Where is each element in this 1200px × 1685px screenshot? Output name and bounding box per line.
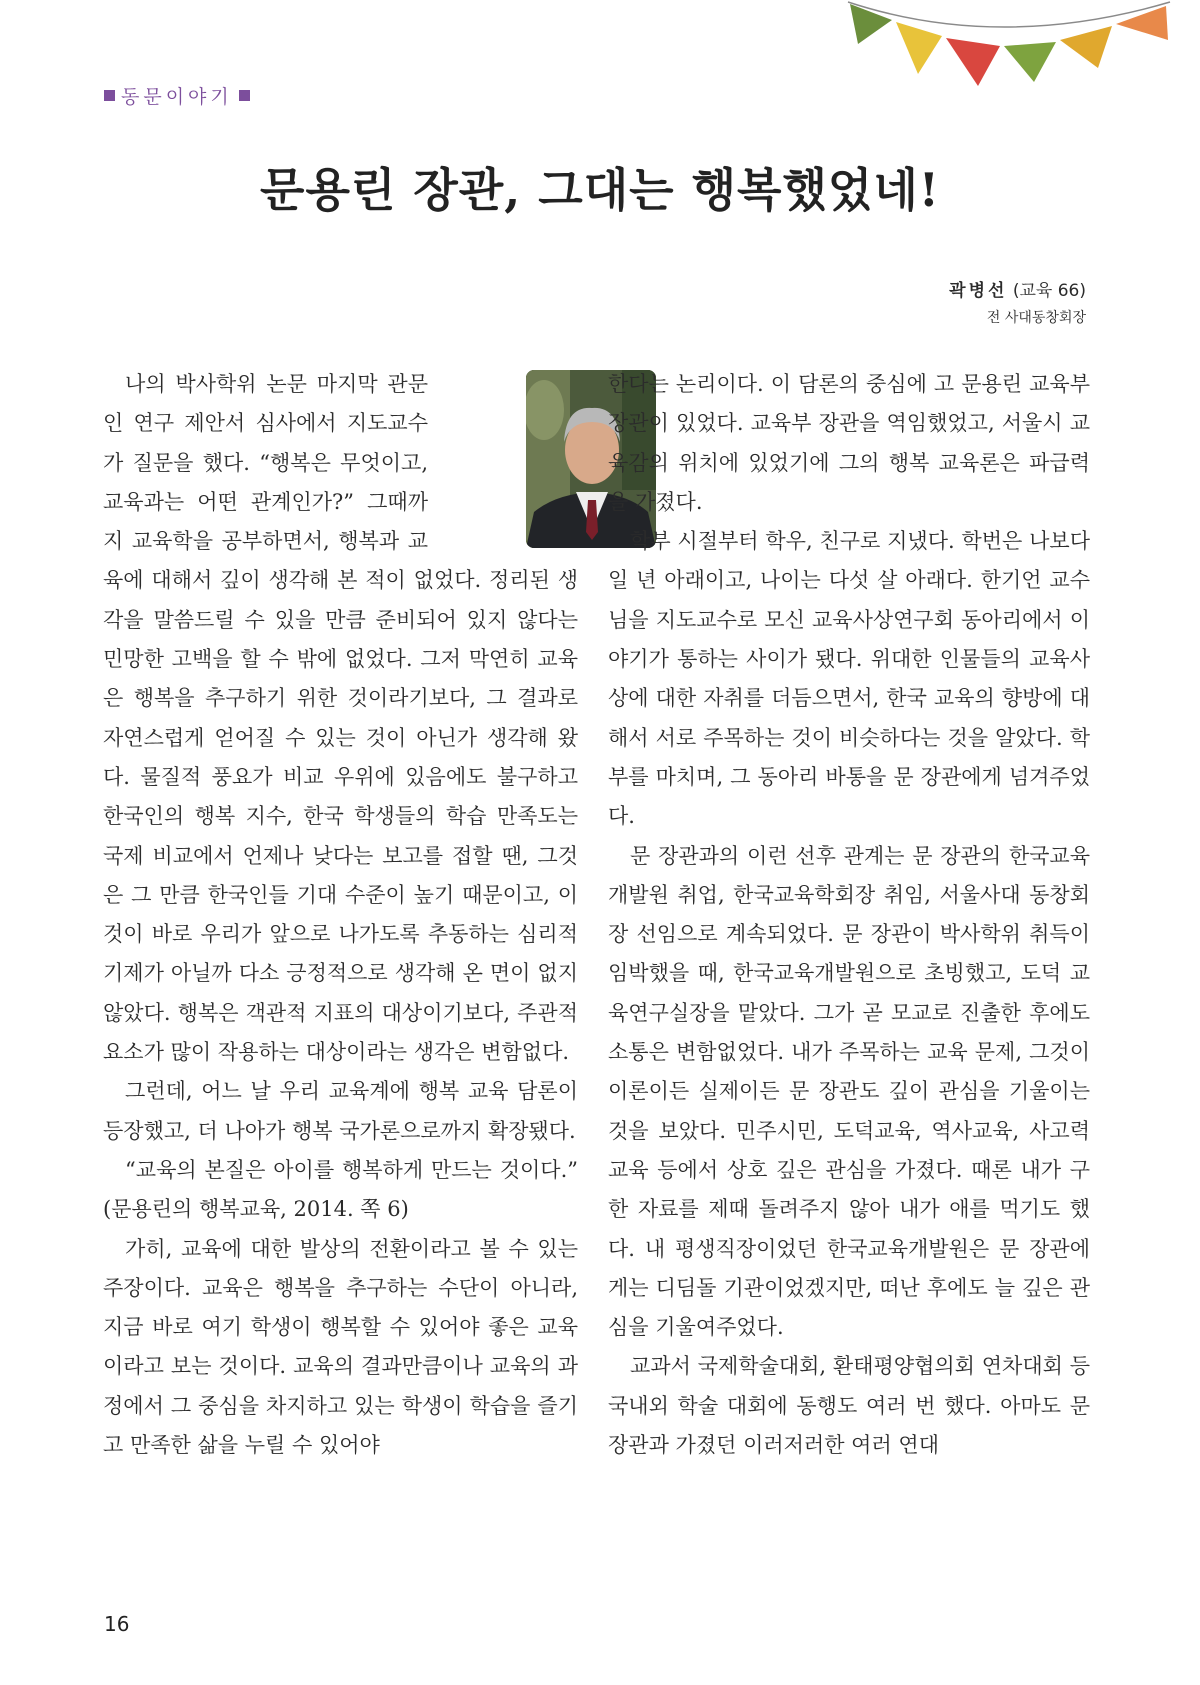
paragraph: 학부 시절부터 학우, 친구로 지냈다. 학번은 나보다 일 년 아래이고, 나이는 다섯 살 아래다. 한기언 교수님을 지도교수로 모신 교육사상연구회 동아리에서 이야기가 통하는 사이가 됐다. 위대한 인물들의 교육사상에 대한 자취를 더듬으면서, 한국 교육의 향방에 대해서 서로 주목하는 것이 비슷하다는 것을 알았다. 학부를 마치며, 그 동아리 바통을 문 장관에게 넘겨주었다. xyxy=(608,529,1090,829)
section-label-text: 동문이야기 xyxy=(121,86,233,108)
bunting-flag xyxy=(1060,26,1112,68)
paragraph: 그런데, 어느 날 우리 교육계에 행복 교육 담론이 등장했고, 더 나아가 행복 국가론으로까지 확장됐다. xyxy=(103,1079,578,1143)
author-name: 곽병선 xyxy=(949,281,1008,301)
bunting-flag xyxy=(946,38,1000,86)
bunting-flag xyxy=(1004,42,1056,82)
photo-wrap-space xyxy=(428,365,578,561)
page-number: 16 xyxy=(104,1612,130,1636)
bunting-flag xyxy=(850,4,892,44)
author-block xyxy=(949,276,1086,327)
square-bullet-icon xyxy=(239,90,250,101)
bunting-flag xyxy=(896,22,942,74)
square-bullet-icon xyxy=(104,90,115,101)
author-position: 전 사대동창회장 xyxy=(986,310,1086,326)
article-left-column xyxy=(103,365,578,1465)
article-right-column xyxy=(608,365,1090,1465)
section-label xyxy=(104,82,250,109)
quote-paragraph: “교육의 본질은 아이를 행복하게 만드는 것이다.” (문용린의 행복교육, 2014. 쪽 6) xyxy=(103,1157,578,1222)
author-line xyxy=(949,276,1086,301)
paragraph: 가히, 교육에 대한 발상의 전환이라고 볼 수 있는 주장이다. 교육은 행복을 추구하는 수단이 아니라, 지금 바로 여기 학생이 행복할 수 있어야 좋은 교육이라고 보는 것이다. 교육의 결과만큼이나 교육의 과정에서 그 중심을 차지하고 있는 학생이 학습을 즐기고 만족한 삶을 누릴 수 있어야 xyxy=(103,1236,578,1458)
author-affiliation: (교육 66) xyxy=(1012,281,1086,301)
paragraph: 교과서 국제학술대회, 환태평양협의회 연차대회 등 국내외 학술 대회에 동행도 여러 번 했다. 아마도 문 장관과 가졌던 이러저러한 여러 연대 xyxy=(608,1354,1090,1458)
paragraph: 한다는 논리이다. 이 담론의 중심에 고 문용린 교육부 장관이 있었다. 교육부 장관을 역임했었고, 서울시 교육감의 위치에 있었기에 그의 행복 교육론은 파급력을 가졌다. xyxy=(608,372,1090,514)
paragraph: 나의 박사학위 논문 마지막 관문인 연구 제안서 심사에서 지도교수가 질문을 했다. “행복은 무엇이고, 교육과는 어떤 관계인가?” 그때까지 교육학을 공부하면서, 행복과 교육에 대해서 깊이 생각해 본 적이 없었다. 정리된 생각을 말씀드릴 수 있을 만큼 준비되어 있지 않다는 민망한 고백을 할 수 밖에 없었다. 그저 막연히 교육은 행복을 추구하기 위한 것이라기보다, 그 결과로 자연스럽게 얻어질 수 있는 것이 아닌가 생각해 왔다. 물질적 풍요가 비교 우위에 있음에도 불구하고 한국인의 행복 지수, 한국 학생들의 학습 만족도는 국제 비교에서 언제나 낮다는 보고를 접할 땐, 그것은 그 만큼 한국인들 기대 수준이 높기 때문이고, 이것이 바로 우리가 앞으로 나가도록 추동하는 심리적 기제가 아닐까 다소 긍정적으로 생각해 온 면이 없지 않았다. 행복은 객관적 지표의 대상이기보다, 주관적 요소가 많이 작용하는 대상이라는 생각은 변함없다. xyxy=(103,372,578,1065)
article-title: 문용린 장관, 그대는 행복했었네! xyxy=(260,163,940,217)
paragraph: 문 장관과의 이런 선후 관계는 문 장관의 한국교육개발원 취업, 한국교육학회장 취임, 서울사대 동창회장 선임으로 계속되었다. 문 장관이 박사학위 취득이 임박했을 때, 한국교육개발원으로 초빙했고, 도덕 교육연구실장을 맡았다. 그가 곧 모교로 진출한 후에도 소통은 변함없었다. 내가 주목하는 교육 문제, 그것이 이론이든 실제이든 문 장관도 깊이 관심을 기울이는 것을 보았다. 민주시민, 도덕교육, 역사교육, 사고력 교육 등에서 상호 깊은 관심을 가졌다. 때론 내가 구한 자료를 제때 돌려주지 않아 내가 애를 먹기도 했다. 내 평생직장이었던 한국교육개발원은 문 장관에게는 디딤돌 기관이었겠지만, 떠난 후에도 늘 깊은 관심을 기울여주었다. xyxy=(608,843,1090,1340)
bunting-flag xyxy=(1116,6,1168,40)
